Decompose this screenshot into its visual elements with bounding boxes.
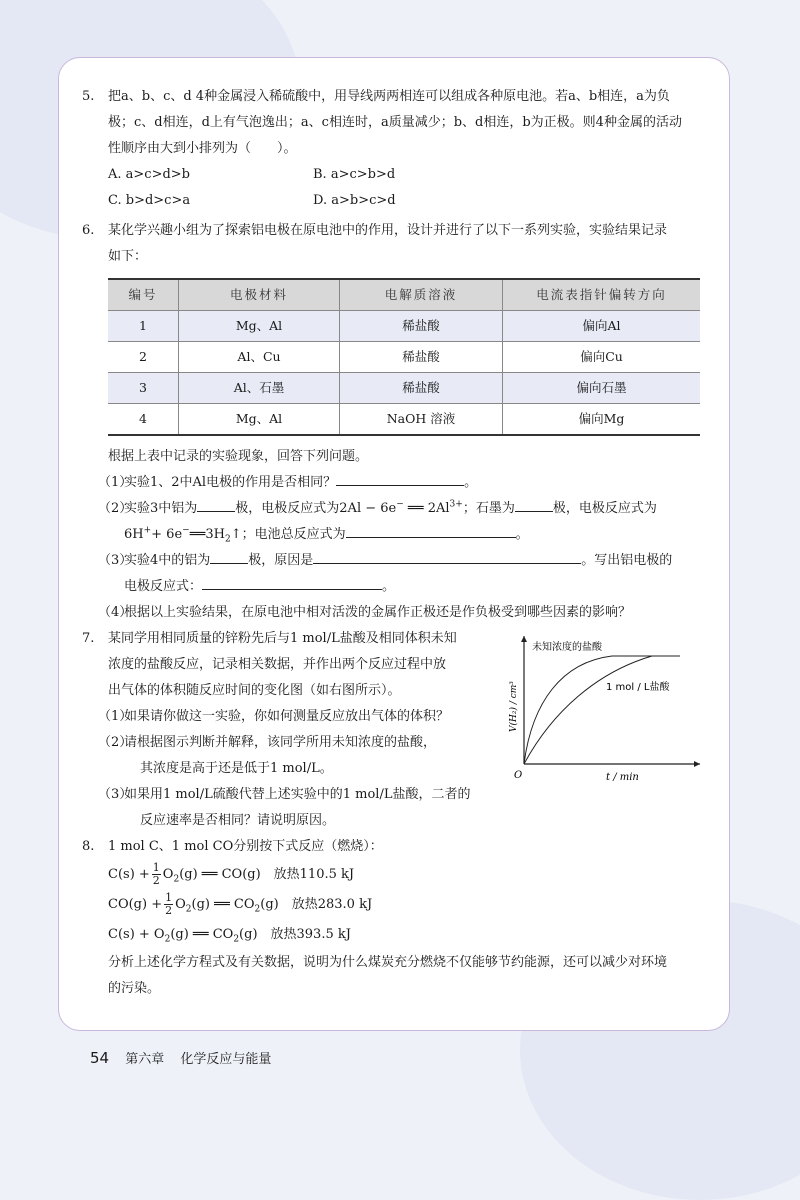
x-axis-arrow <box>694 761 700 767</box>
y-axis-label: V(H₂) / cm³ <box>509 681 519 732</box>
subquestion-4: （4） 根据以上实验结果，在原电池中相对活泼的金属作正极还是作负极受到哪些因素的影响？ <box>98 605 632 620</box>
curve-1mol-hcl <box>524 656 680 764</box>
subquestion-3-cont: 反应速率是否相同？请说明原因。 <box>140 813 336 828</box>
question-5 <box>82 84 702 214</box>
question-text: 分析上述化学方程式及有关数据，说明为什么煤炭充分燃烧不仅能够节约能源，还可以减少对环境 <box>108 955 668 970</box>
table-cell: 偏向Cu <box>503 342 701 373</box>
subquestion-1: （1） 实验1、2中Al电极的作用是否相同？ 。 <box>82 470 702 496</box>
table-cell: Al、Cu <box>179 342 340 373</box>
question-text: 出气体的体积随反应时间的变化图（如右图所示）。 <box>108 683 401 698</box>
chapter-title: 化学反应与能量 <box>180 1052 272 1067</box>
question-text: 浓度的盐酸反应，记录相关数据，并作出两个反应过程中放 <box>108 657 447 672</box>
subquestion-3: （3） 实验4中的铝为 极，原因是 。写出铝电极的 <box>82 548 702 574</box>
subquestion-2-cont: $6H^++ 6e^-══3H_2↑$；电池总反应式为 。 <box>124 522 702 548</box>
table-cell: Al、石墨 <box>179 373 340 404</box>
table-row <box>108 404 700 436</box>
question-8 <box>82 834 702 1002</box>
y-axis-arrow <box>521 636 527 642</box>
x-axis-label: t / min <box>606 772 639 782</box>
experiment-table <box>108 278 700 436</box>
subquestion-3-cont: 电极反应式： 。 <box>124 574 702 600</box>
equation-2: CO(g) + $\frac{1}{2}$ $O_2(g)$ ══ $CO_2(g)$ 放热283.0 kJ <box>108 891 373 917</box>
curve-label-unknown: 未知浓度的盐酸 <box>532 642 602 653</box>
subquestion-2: （2） 请根据图示判断并解释，该同学所用未知浓度的盐酸， <box>98 735 437 750</box>
equation-3: $C(s) + O_2(g)$ ══ $CO_2(g)$ 放热393.5 kJ <box>108 927 351 945</box>
table-cell: 稀盐酸 <box>340 311 503 342</box>
option-a: A. a>c>d>b <box>108 167 191 182</box>
fraction-half: $\frac{1}{2}$ <box>165 891 173 917</box>
option-c: C. b>d>c>a <box>108 193 191 208</box>
curve-unknown-concentration <box>524 656 680 764</box>
subquestion-2: （2） 实验3中铝为 极，电极反应式为2Al − 6e− ══ $2Al^{3+}$；石墨为 极，电极反应式为 <box>82 496 702 522</box>
table-row <box>108 373 700 404</box>
page-number: 54 <box>90 1049 110 1067</box>
table-header-cell: 电极材料 <box>179 279 340 311</box>
question-text: 根据上表中记录的实验现象，回答下列问题。 <box>108 449 369 464</box>
table-header-cell: 电解质溶液 <box>340 279 503 311</box>
question-text: 的污染。 <box>108 981 161 996</box>
question-number: 8. <box>82 839 95 854</box>
equation-1: C(s) + $\frac{1}{2}$ $O_2(g)$ ══ CO(g) 放热110.5 kJ <box>108 861 355 887</box>
answer-blank[interactable] <box>515 497 553 512</box>
table-cell: 偏向Mg <box>503 404 701 436</box>
answer-blank[interactable] <box>336 471 464 486</box>
question-number: 7. <box>82 631 95 646</box>
question-number: 6. <box>82 223 95 238</box>
volume-time-graph <box>502 632 702 782</box>
table-cell: 2 <box>108 342 179 373</box>
table-cell: 3 <box>108 373 179 404</box>
question-text: 1 mol C、1 mol CO分别按下式反应（燃烧）： <box>108 839 383 854</box>
question-number: 5. <box>82 89 95 104</box>
table-cell: 稀盐酸 <box>340 373 503 404</box>
answer-blank[interactable] <box>202 575 382 590</box>
subquestion-2-cont: 其浓度是高于还是低于1 mol/L。 <box>140 761 333 776</box>
answer-blank[interactable] <box>346 523 516 538</box>
table-header-row <box>108 279 700 311</box>
question-text: 如下： <box>108 249 148 264</box>
table-header-cell: 电流表指针偏转方向 <box>503 279 701 311</box>
page-footer <box>90 1048 271 1067</box>
table-row <box>108 342 700 373</box>
table-cell: Mg、Al <box>179 311 340 342</box>
table-cell: 4 <box>108 404 179 436</box>
question-text: 某化学兴趣小组为了探索铝电极在原电池中的作用，设计并进行了以下一系列实验，实验结果记录 <box>108 223 668 238</box>
fraction-half: $\frac{1}{2}$ <box>152 861 160 887</box>
chapter-label: 第六章 <box>125 1052 165 1067</box>
answer-blank[interactable] <box>197 497 235 512</box>
question-6 <box>82 218 702 626</box>
table-cell: 偏向Al <box>503 311 701 342</box>
question-7 <box>82 626 702 834</box>
table-row <box>108 311 700 342</box>
origin-label: O <box>514 770 523 781</box>
subquestion-1: （1） 如果请你做这一实验，你如何测量反应放出气体的体积？ <box>98 709 450 724</box>
table-header-cell: 编号 <box>108 279 179 311</box>
answer-blank[interactable] <box>313 549 581 564</box>
page-content <box>82 84 702 1002</box>
table-cell: 1 <box>108 311 179 342</box>
question-text: 性顺序由大到小排列为（ ）。 <box>108 141 297 156</box>
subquestion-3: （3） 如果用1 mol/L硫酸代替上述实验中的1 mol/L盐酸，二者的 <box>98 787 471 802</box>
table-cell: NaOH 溶液 <box>340 404 503 436</box>
option-d: D. a>b>c>d <box>313 193 396 208</box>
question-text: 把a、b、c、d 4种金属浸入稀硫酸中，用导线两两相连可以组成各种原电池。若a、b相连，a为负 <box>108 89 670 104</box>
answer-blank[interactable] <box>210 549 248 564</box>
question-text: 某同学用相同质量的锌粉先后与1 mol/L盐酸及相同体积未知 <box>108 631 457 646</box>
option-b: B. a>c>b>d <box>313 167 396 182</box>
table-cell: Mg、Al <box>179 404 340 436</box>
table-cell: 稀盐酸 <box>340 342 503 373</box>
table-cell: 偏向石墨 <box>503 373 701 404</box>
curve-label-1mol: 1 mol / L盐酸 <box>606 682 670 693</box>
question-text: 极；c、d相连，d上有气泡逸出；a、c相连时，a质量减少；b、d相连，b为正极。则4种金属的活动 <box>108 115 682 130</box>
